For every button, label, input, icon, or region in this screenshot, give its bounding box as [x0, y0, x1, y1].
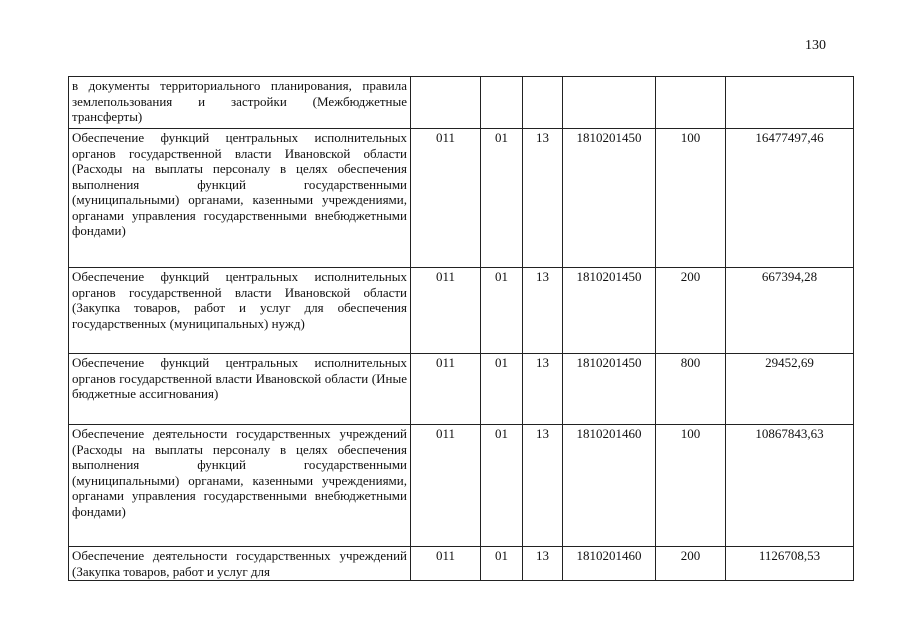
subsection-code-cell: 13	[523, 129, 563, 268]
expense-description-cell	[69, 547, 411, 581]
section-code-cell: 01	[481, 354, 523, 425]
target-article-cell: 1810201450	[563, 354, 656, 425]
admin-code-cell: 011	[411, 425, 481, 547]
expense-type-cell: 100	[656, 425, 726, 547]
target-article-cell: 1810201450	[563, 129, 656, 268]
admin-code-cell	[411, 77, 481, 129]
table-row	[69, 77, 854, 129]
admin-code-cell: 011	[411, 268, 481, 354]
subsection-code-cell: 13	[523, 425, 563, 547]
subsection-code-cell: 13	[523, 547, 563, 581]
admin-code-cell: 011	[411, 547, 481, 581]
expense-description-text: Обеспечение деятельности государственных учреждений (Закупка товаров, работ и услуг для	[72, 548, 407, 579]
table-row	[69, 425, 854, 547]
amount-cell: 16477497,46	[726, 129, 854, 268]
target-article-cell	[563, 77, 656, 129]
table-row	[69, 354, 854, 425]
expense-description-cell: Обеспечение деятельности государственных учреждений (Расходы на выплаты персоналу в целях обеспечения выполнения функций государственными (муниципальными) органами, казенными учреждениями, органами управления государственными внебюджетными фондами)	[69, 425, 411, 547]
subsection-code-cell: 13	[523, 354, 563, 425]
expense-type-cell: 100	[656, 129, 726, 268]
expense-type-cell	[656, 77, 726, 129]
subsection-code-cell	[523, 77, 563, 129]
section-code-cell: 01	[481, 547, 523, 581]
expense-description-cell: Обеспечение функций центральных исполнительных органов государственной власти Ивановской области (Закупка товаров, работ и услуг для обеспечения государственных (муниципальных) нужд)	[69, 268, 411, 354]
expense-description-cell: Обеспечение функций центральных исполнительных органов государственной власти Ивановской области (Иные бюджетные ассигнования)	[69, 354, 411, 425]
table-row	[69, 547, 854, 581]
admin-code-cell: 011	[411, 354, 481, 425]
admin-code-cell: 011	[411, 129, 481, 268]
expense-description-cell: Обеспечение функций центральных исполнительных органов государственной власти Ивановской области (Расходы на выплаты персоналу в целях обеспечения выполнения функций государственными (муниципальными) органами, казенными учреждениями, органами управления государственными внебюджетными фондами)	[69, 129, 411, 268]
table-row	[69, 268, 854, 354]
section-code-cell: 01	[481, 129, 523, 268]
amount-cell	[726, 77, 854, 129]
section-code-cell	[481, 77, 523, 129]
target-article-cell: 1810201460	[563, 547, 656, 581]
expense-type-cell: 200	[656, 268, 726, 354]
budget-table	[68, 76, 854, 581]
target-article-cell: 1810201450	[563, 268, 656, 354]
expense-type-cell: 800	[656, 354, 726, 425]
expense-description-cell: в документы территориального планирования, правила землепользования и застройки (Межбюджетные трансферты)	[69, 77, 411, 129]
amount-cell: 29452,69	[726, 354, 854, 425]
amount-cell: 1126708,53	[726, 547, 854, 581]
table-row	[69, 129, 854, 268]
amount-cell: 10867843,63	[726, 425, 854, 547]
expense-type-cell: 200	[656, 547, 726, 581]
page-number: 130	[805, 38, 826, 53]
section-code-cell: 01	[481, 268, 523, 354]
target-article-cell: 1810201460	[563, 425, 656, 547]
amount-cell: 667394,28	[726, 268, 854, 354]
section-code-cell: 01	[481, 425, 523, 547]
subsection-code-cell: 13	[523, 268, 563, 354]
